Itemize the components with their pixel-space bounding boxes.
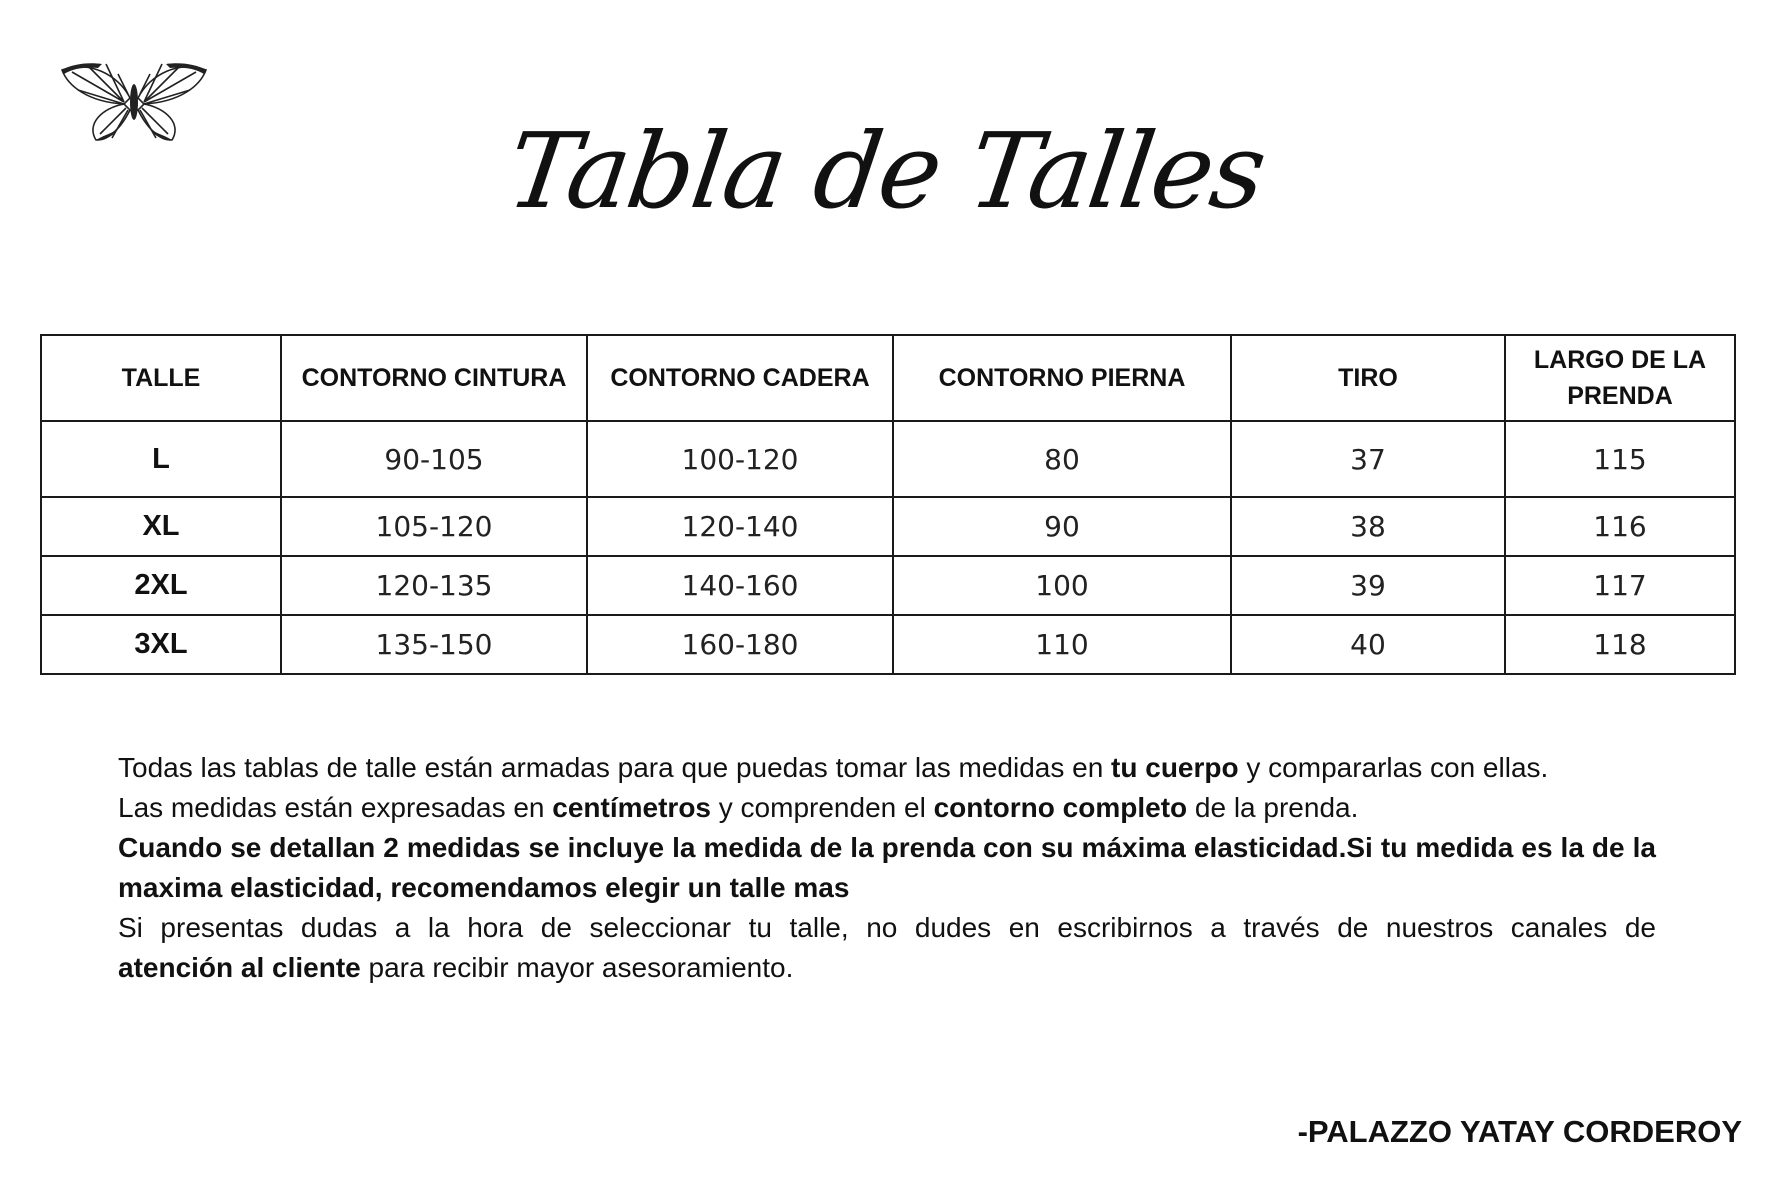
table-row — [41, 497, 1735, 556]
header-talle: TALLE — [41, 335, 281, 421]
product-name-signature: -PALAZZO YATAY CORDEROY — [1297, 1114, 1742, 1149]
table-row — [41, 615, 1735, 674]
pierna-cell: 90 — [893, 497, 1231, 556]
cadera-cell: 160-180 — [587, 615, 893, 674]
cadera-cell: 120-140 — [587, 497, 893, 556]
pierna-cell: 80 — [893, 421, 1231, 497]
elasticity-note: Cuando se detallan 2 medidas se incluye la medida de la prenda con su máxima elasticidad.Si tu medida es la de la maxima elasticidad, recomendamos elegir un talle mas — [118, 832, 1656, 903]
page-title: Tabla de Talles — [500, 110, 1272, 232]
tiro-cell: 39 — [1231, 556, 1505, 615]
size-notes — [118, 748, 1656, 988]
header-contorno-pierna: CONTORNO PIERNA — [893, 335, 1231, 421]
note-paragraph: Las medidas están expresadas en centímetros y comprenden el contorno completo de la prenda. — [118, 792, 1359, 823]
header-contorno-cadera: CONTORNO CADERA — [587, 335, 893, 421]
cadera-cell: 140-160 — [587, 556, 893, 615]
table-row — [41, 556, 1735, 615]
table-header-row — [41, 335, 1735, 421]
cintura-cell: 105-120 — [281, 497, 587, 556]
header-largo-prenda: LARGO DE LA PRENDA — [1505, 335, 1735, 421]
largo-cell: 116 — [1505, 497, 1735, 556]
contact-note-line1: Si presentas dudas a la hora de seleccionar tu talle, no dudes en escribirnos a través de nuestros canales de — [118, 912, 1656, 943]
size-cell: L — [41, 421, 281, 497]
note-paragraph: Todas las tablas de talle están armadas para que puedas tomar las medidas en tu cuerpo y compararlas con ellas. — [118, 752, 1549, 783]
size-cell: 2XL — [41, 556, 281, 615]
size-cell: 3XL — [41, 615, 281, 674]
table-row — [41, 421, 1735, 497]
cintura-cell: 120-135 — [281, 556, 587, 615]
largo-cell: 115 — [1505, 421, 1735, 497]
cintura-cell: 90-105 — [281, 421, 587, 497]
cintura-cell: 135-150 — [281, 615, 587, 674]
header-contorno-cintura: CONTORNO CINTURA — [281, 335, 587, 421]
tiro-cell: 37 — [1231, 421, 1505, 497]
pierna-cell: 100 — [893, 556, 1231, 615]
largo-cell: 118 — [1505, 615, 1735, 674]
tiro-cell: 38 — [1231, 497, 1505, 556]
size-cell: XL — [41, 497, 281, 556]
tiro-cell: 40 — [1231, 615, 1505, 674]
size-table — [40, 334, 1736, 675]
header-tiro: TIRO — [1231, 335, 1505, 421]
contact-note-line2: atención al cliente para recibir mayor asesoramiento. — [118, 952, 794, 983]
pierna-cell: 110 — [893, 615, 1231, 674]
largo-cell: 117 — [1505, 556, 1735, 615]
cadera-cell: 100-120 — [587, 421, 893, 497]
